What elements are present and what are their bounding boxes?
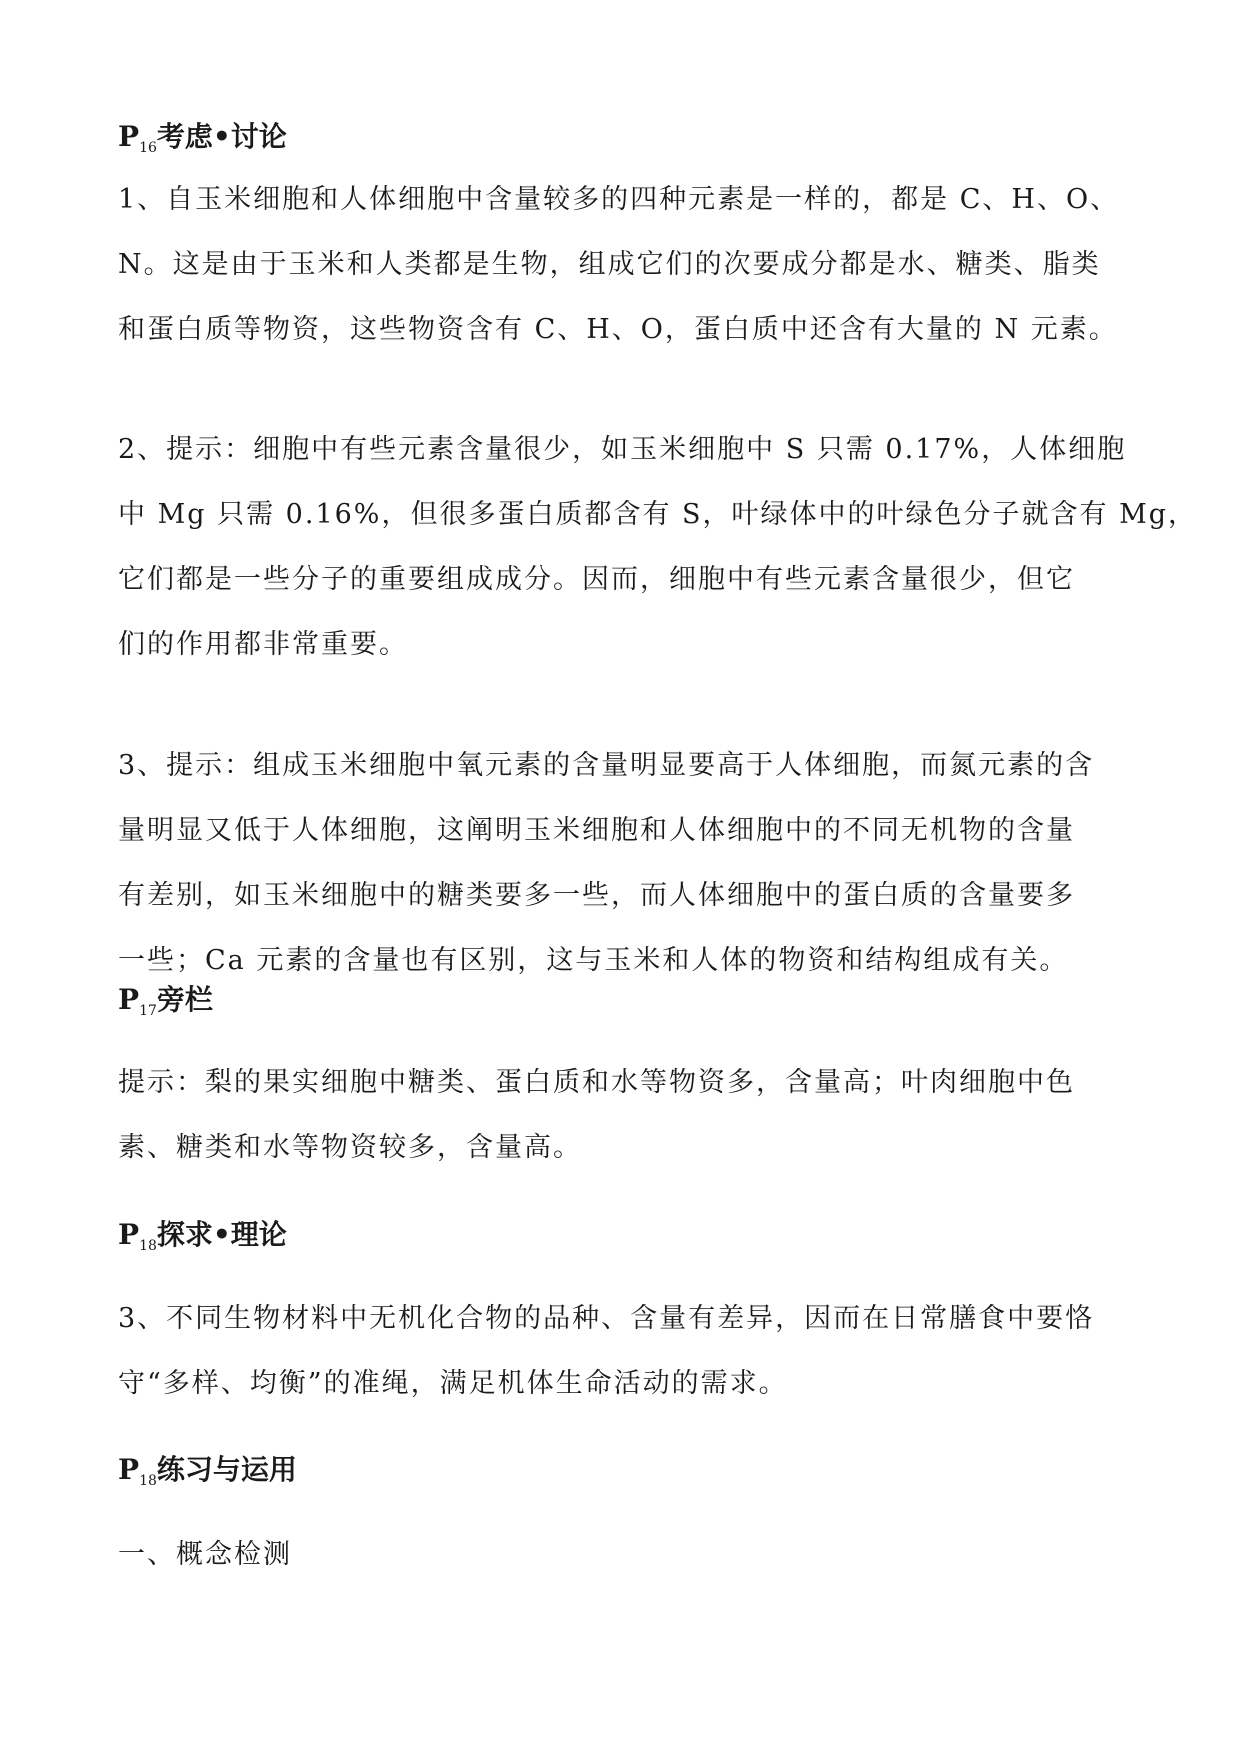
text-line: 提示：梨的果实细胞中糖类、蛋白质和水等物资多，含量高；叶肉细胞中色 [118,1067,1075,1098]
heading-title: 练习与运用 [156,1453,297,1486]
text-line: 2、提示：细胞中有些元素含量很少，如玉米细胞中 S 只需 0.17%，人体细胞 [118,434,1127,465]
paragraph-3 [118,733,1128,993]
text-line: 1、自玉米细胞和人体细胞中含量较多的四种元素是一样的，都是 C、H、O、 [118,184,1120,215]
section-heading-p18-inquiry [118,1215,287,1266]
paragraph-1 [118,167,1128,362]
text-line: 们的作用都非常重要。 [118,629,408,660]
text-line: 一些；Ca 元素的含量也有区别，这与玉米和人体的物资和结构组成有关。 [118,945,1069,976]
text-line: 3、提示：组成玉米细胞中氧元素的含量明显要高于人体细胞，而氮元素的含 [118,750,1095,781]
text-line: 一、概念检测 [118,1539,292,1570]
heading-page-number: 17 [139,1003,157,1019]
section-heading-p18-exercise [118,1450,297,1501]
text-line: 和蛋白质等物资，这些物资含有 C、H、O，蛋白质中还含有大量的 N 元素。 [118,314,1118,345]
text-line: N。这是由于玉米和人类都是生物，组成它们的次要成分都是水、糖类、脂类 [118,249,1101,280]
heading-prefix: P [118,983,140,1016]
heading-title: 考虑•讨论 [156,120,287,153]
heading-title: 探求•理论 [156,1218,287,1251]
heading-title: 旁栏 [156,983,213,1016]
paragraph-2 [118,417,1198,677]
paragraph-4 [118,1050,1128,1180]
heading-page-number: 18 [139,1238,157,1254]
heading-page-number: 18 [139,1473,157,1489]
heading-prefix: P [118,120,140,153]
text-line: 有差别，如玉米细胞中的糖类要多一些，而人体细胞中的蛋白质的含量要多 [118,880,1075,911]
text-line: 量明显又低于人体细胞，这阐明玉米细胞和人体细胞中的不同无机物的含量 [118,815,1075,846]
heading-page-number: 16 [139,140,157,156]
text-line: 中 Mg 只需 0.16%，但很多蛋白质都含有 S，叶绿体中的叶绿色分子就含有 Mg， [118,499,1198,530]
paragraph-5 [118,1286,1128,1416]
section-heading-p17 [118,980,213,1031]
heading-prefix: P [118,1453,140,1486]
text-line: 素、糖类和水等物资较多，含量高。 [118,1132,582,1163]
text-line: 3、不同生物材料中无机化合物的品种、含量有差异，因而在日常膳食中要恪 [118,1303,1095,1334]
heading-prefix: P [118,1218,140,1251]
text-line: 守“多样、均衡”的准绳，满足机体生命活动的需求。 [118,1368,788,1399]
section-heading-p16 [118,117,287,168]
text-line: 它们都是一些分子的重要组成成分。因而，细胞中有些元素含量很少，但它 [118,564,1075,595]
paragraph-6 [118,1522,1128,1587]
